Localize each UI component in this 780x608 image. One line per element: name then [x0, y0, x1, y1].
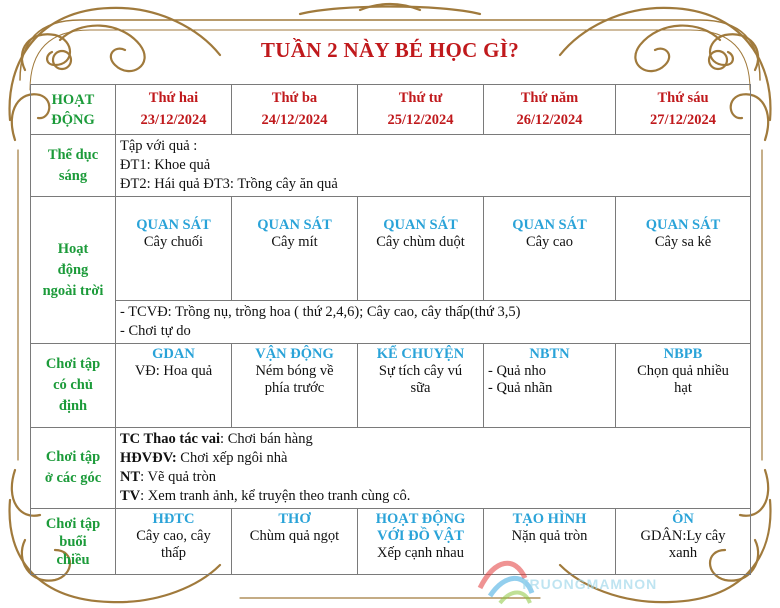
- afternoon-cell-tue: THƠ Chùm quả ngọt: [232, 509, 358, 575]
- afternoon-cell-wed: HOẠT ĐỘNG VỚI ĐỒ VẬT Xếp cạnh nhau: [358, 509, 484, 575]
- outdoor-cell-thu: QUAN SÁT Cây cao: [484, 197, 616, 301]
- corners-label: Chơi tập ở các góc: [31, 428, 116, 509]
- directed-play-label: Chơi tập có chủ định: [31, 344, 116, 428]
- outdoor-cell-wed: QUAN SÁT Cây chùm duột: [358, 197, 484, 301]
- corners-content: TC Thao tác vai: Chơi bán hàng HĐVĐV: Chơi xếp ngôi nhà NT: Vẽ quả tròn TV: Xem tranh ảnh, kể truyện theo tranh cùng cô.: [116, 428, 751, 509]
- directed-cell-tue: VẬN ĐỘNG Ném bóng về phía trước: [232, 344, 358, 428]
- directed-cell-thu: NBTN - Quả nho - Quả nhãn: [484, 344, 616, 428]
- outdoor-cell-tue: QUAN SÁT Cây mít: [232, 197, 358, 301]
- directed-cell-fri: NBPB Chọn quả nhiều hạt: [616, 344, 751, 428]
- outdoor-label: Hoạt động ngoài trời: [31, 197, 116, 344]
- corners-row: [31, 428, 751, 509]
- header-row: [31, 85, 751, 135]
- afternoon-cell-mon: HĐTC Cây cao, cây thấp: [116, 509, 232, 575]
- activity-header: HOẠT ĐỘNG: [31, 85, 116, 135]
- outdoor-cell-fri: QUAN SÁT Cây sa kê: [616, 197, 751, 301]
- afternoon-cell-fri: ÔN GDÂN:Ly cây xanh: [616, 509, 751, 575]
- day-header-mon: Thứ hai 23/12/2024: [116, 85, 232, 135]
- day-header-fri: Thứ sáu 27/12/2024: [616, 85, 751, 135]
- outdoor-cell-mon: QUAN SÁT Cây chuối: [116, 197, 232, 301]
- page-title: TUẦN 2 NÀY BÉ HỌC GÌ?: [260, 38, 520, 62]
- directed-cell-wed: KỂ CHUYỆN Sự tích cây vú sữa: [358, 344, 484, 428]
- morning-exercise-row: [31, 135, 751, 197]
- day-header-tue: Thứ ba 24/12/2024: [232, 85, 358, 135]
- directed-play-row: [31, 344, 751, 428]
- outdoor-row: [31, 197, 751, 301]
- day-header-wed: Thứ tư 25/12/2024: [358, 85, 484, 135]
- day-header-thu: Thứ năm 26/12/2024: [484, 85, 616, 135]
- afternoon-label: Chơi tập buổi chiều: [31, 509, 116, 575]
- afternoon-cell-thu: TẠO HÌNH Nặn quả tròn: [484, 509, 616, 575]
- directed-cell-mon: GDAN VĐ: Hoa quả: [116, 344, 232, 428]
- watermark-text: TRUONGMAMNON: [520, 576, 658, 592]
- weekly-schedule-table: [30, 84, 751, 575]
- outdoor-notes-row: [31, 301, 751, 344]
- morning-exercise-label: Thể dục sáng: [31, 135, 116, 197]
- outdoor-notes: - TCVĐ: Trồng nụ, trồng hoa ( thứ 2,4,6); Cây cao, cây thấp(thứ 3,5) - Chơi tự do: [116, 301, 751, 344]
- morning-exercise-content: Tập với quả : ĐT1: Khoe quả ĐT2: Hái quả ĐT3: Trồng cây ăn quả: [116, 135, 751, 197]
